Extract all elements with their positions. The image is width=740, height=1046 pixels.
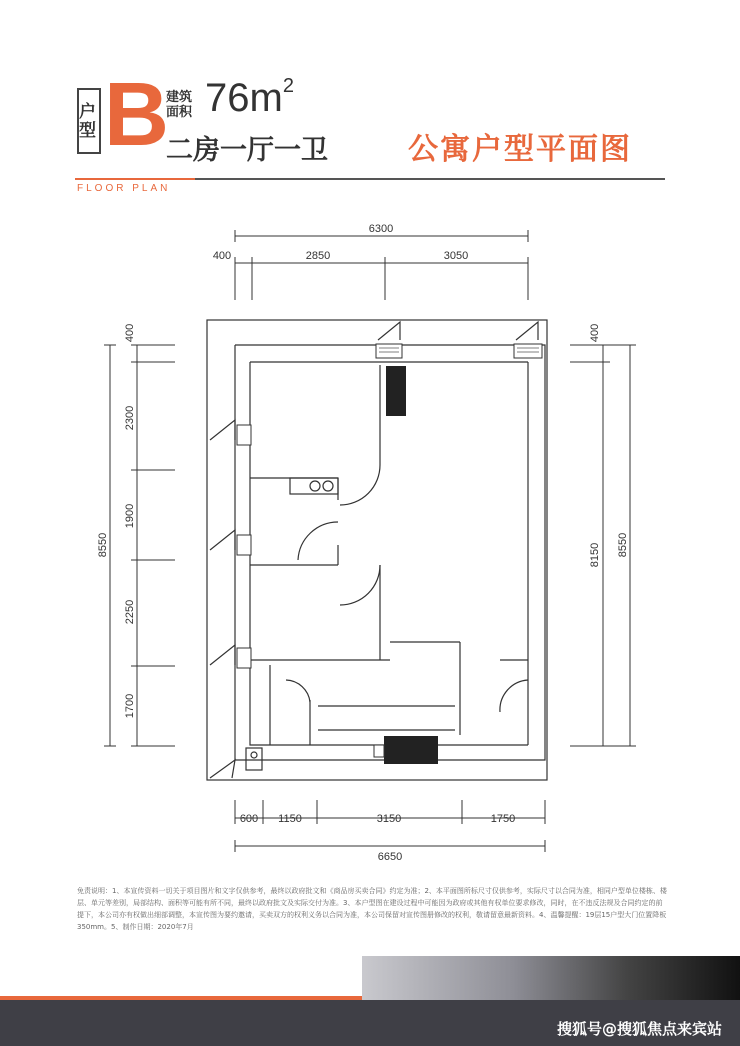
dim-right-total: 8550 (617, 532, 629, 558)
dim-left-seg-1: 400 (124, 323, 136, 343)
dim-bottom-seg-4: 1750 (490, 813, 516, 825)
disclaimer-text: 免责说明：1、本宣传资料一切关于项目图片和文字仅供参考，最终以政府批文和《商品房买卖合同》约定为准；2、本平面图所标尺寸仅供参考，实际尺寸以合同为准，相同户型单位楼栋、楼层、单元等差别，局部结构、面积等可能有所不同，最终以政府批文及实际交付为准。3、本户型图在建设过程中可能因为政府或其他有权单位要求修改，同时，在不违反法规及合同约定的前提下，本公司亦有权做出细部调整，本宣传图为要约邀请，买卖双方的权利义务以合同为准，本公司保留对宣传图册修改的权利，敬请留意最新资料。4、温馨提醒：19层15户型大门位置降板350mm。5、制作日期：2020年7月 (77, 887, 667, 931)
dim-top-seg-1: 400 (212, 250, 232, 262)
dim-right-inner: 8150 (589, 542, 601, 568)
dim-top-seg-3: 3050 (443, 250, 469, 262)
dim-top-total: 6300 (368, 223, 394, 235)
dim-left-seg-4: 2250 (124, 599, 136, 625)
area-value: $76m^2$ (205, 75, 294, 120)
floor-plan-subtitle: FLOOR PLAN (77, 183, 171, 194)
dim-left-seg-5: 1700 (124, 693, 136, 719)
watermark: 搜狐号@搜狐焦点来宾站 (556, 1020, 722, 1038)
footer-gradient-band (362, 956, 740, 1000)
dim-left-total: 8550 (97, 532, 109, 558)
dim-right-top: 400 (589, 323, 601, 343)
dim-bottom-seg-1: 600 (239, 813, 259, 825)
layout-name: 二房一厅一卫 (166, 135, 328, 166)
dim-bottom-seg-3: 3150 (376, 813, 402, 825)
dim-bottom-total: 6650 (377, 851, 403, 863)
unit-type-label: 户型 (77, 88, 101, 154)
dim-left-seg-2: 2300 (124, 405, 136, 431)
dim-left-seg-3: 1900 (124, 503, 136, 529)
dim-top-seg-2: 2850 (305, 250, 331, 262)
area-unit-superscript: 2 (282, 75, 294, 97)
unit-type-letter: B (104, 65, 169, 165)
plan-title: 公寓户型平面图 (408, 132, 632, 167)
area-label: 建筑面积 (166, 90, 193, 120)
dim-bottom-seg-2: 1150 (278, 813, 302, 825)
